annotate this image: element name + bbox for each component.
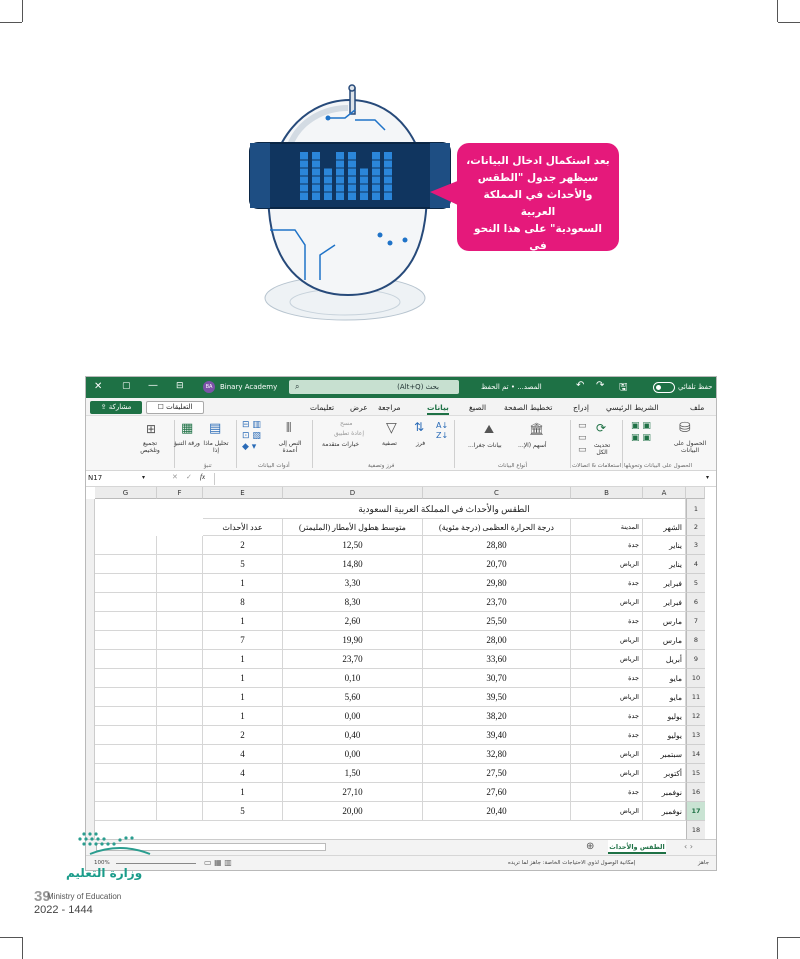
- group-get-transform: الحصول على البيانات وتحويلها: [624, 463, 693, 469]
- add-sheet-icon[interactable]: ⊕: [586, 841, 595, 852]
- table-cell-city[interactable]: جدة: [571, 574, 643, 593]
- tab-file[interactable]: ملف: [690, 403, 705, 412]
- crop-mark: [22, 0, 23, 22]
- table-cell-city[interactable]: جدة: [571, 783, 643, 802]
- table-cell-month[interactable]: سبتمبر: [643, 745, 686, 764]
- name-box[interactable]: N17: [88, 474, 103, 482]
- row-header[interactable]: 11: [686, 688, 705, 707]
- tab-review[interactable]: مراجعة: [378, 403, 401, 412]
- zoom-level[interactable]: 100%: [94, 860, 110, 866]
- empty-cell[interactable]: [157, 745, 203, 764]
- what-if-button[interactable]: تحليل ماذا إذا: [203, 440, 229, 454]
- expand-formula-icon[interactable]: ▾: [706, 474, 710, 481]
- group-separator: [236, 420, 237, 468]
- geography-button[interactable]: بيانات جغرا...: [468, 442, 502, 449]
- crop-mark: [778, 22, 800, 23]
- tab-home[interactable]: الشريط الرئيسي: [606, 403, 659, 412]
- formula-bar: [86, 471, 716, 487]
- table-cell-temp[interactable]: 20,70: [423, 555, 571, 574]
- ribbon-tabs: [86, 398, 716, 416]
- queries-icons: ▭ ▭ ▭: [578, 421, 587, 455]
- table-cell-events[interactable]: 1: [203, 707, 283, 726]
- empty-cell[interactable]: [95, 688, 157, 707]
- header-rain[interactable]: متوسط هطول الأمطار (المليمتر): [283, 519, 423, 536]
- table-cell-events[interactable]: 1: [203, 688, 283, 707]
- table-cell-month[interactable]: أكتوبر: [643, 764, 686, 783]
- table-cell-city[interactable]: جدة: [571, 707, 643, 726]
- crop-mark: [0, 22, 22, 23]
- vertical-scrollbar[interactable]: [86, 499, 95, 839]
- table-cell-events[interactable]: 1: [203, 669, 283, 688]
- table-cell-rain[interactable]: 1,50: [283, 764, 423, 783]
- table-cell-events[interactable]: 2: [203, 726, 283, 745]
- table-cell-month[interactable]: يناير: [643, 536, 686, 555]
- row-header[interactable]: 16: [686, 783, 705, 802]
- bubble-line: سيظهر جدول "الطقس: [477, 172, 599, 184]
- comments-button[interactable]: التعليقات ☐: [146, 401, 204, 414]
- get-data-button[interactable]: الحصول على البيانات: [673, 440, 707, 454]
- table-cell-city[interactable]: الرياض: [571, 745, 643, 764]
- bubble-line: ورقة الإكسل.: [502, 257, 574, 269]
- row-header[interactable]: 1: [686, 499, 705, 519]
- table-cell-temp[interactable]: 39,50: [423, 688, 571, 707]
- table-cell-events[interactable]: 1: [203, 783, 283, 802]
- table-cell-temp[interactable]: 39,40: [423, 726, 571, 745]
- status-bar: [86, 855, 716, 871]
- table-cell-events[interactable]: 7: [203, 631, 283, 650]
- table-cell-rain[interactable]: 0,40: [283, 726, 423, 745]
- text-to-columns-icon: ⫴: [286, 421, 292, 436]
- empty-cell[interactable]: [157, 536, 203, 555]
- table-cell-rain[interactable]: 8,30: [283, 593, 423, 612]
- empty-cell[interactable]: [95, 802, 157, 821]
- header-month[interactable]: الشهر: [643, 519, 686, 536]
- table-cell-city[interactable]: الرياض: [571, 593, 643, 612]
- group-separator: [570, 420, 571, 468]
- row-header[interactable]: 10: [686, 669, 705, 688]
- avatar[interactable]: BA: [203, 381, 215, 393]
- table-cell-city[interactable]: جدة: [571, 669, 643, 688]
- row-header[interactable]: 9: [686, 650, 705, 669]
- stocks-icon: 🏛: [529, 422, 545, 436]
- tab-data[interactable]: بيانات: [427, 403, 449, 415]
- table-cell-month[interactable]: فبراير: [643, 593, 686, 612]
- empty-cell[interactable]: [157, 555, 203, 574]
- table-cell-city[interactable]: الرياض: [571, 631, 643, 650]
- table-cell-city[interactable]: الرياض: [571, 802, 643, 821]
- sheet-nav-icon[interactable]: ‹ ›: [684, 842, 693, 851]
- table-cell-rain[interactable]: 12,50: [283, 536, 423, 555]
- header-events[interactable]: عدد الأحداث: [203, 519, 283, 536]
- table-cell-temp[interactable]: 23,70: [423, 593, 571, 612]
- empty-cell[interactable]: [95, 650, 157, 669]
- forecast-sheet-button[interactable]: ورقة التنبؤ: [174, 440, 200, 447]
- advanced-button[interactable]: خيارات متقدمة: [322, 441, 360, 448]
- empty-cell[interactable]: [157, 764, 203, 783]
- empty-cell[interactable]: [95, 593, 157, 612]
- table-cell-rain[interactable]: 0,00: [283, 707, 423, 726]
- file-name[interactable]: المصد... • تم الحفظ: [481, 383, 542, 391]
- empty-cell[interactable]: [157, 688, 203, 707]
- table-cell-month[interactable]: فبراير: [643, 574, 686, 593]
- row-header[interactable]: 5: [686, 574, 705, 593]
- group-forecast: تنبؤ: [204, 463, 212, 469]
- table-cell-rain[interactable]: 0,00: [283, 745, 423, 764]
- geography-icon: ⛰: [484, 422, 495, 436]
- group-separator: [622, 420, 623, 468]
- accessibility-status[interactable]: إمكانية الوصول لذوي الاحتياجات الخاصة: جاهز لما تريده: [508, 860, 636, 866]
- namebox-dropdown-icon[interactable]: ▾: [142, 474, 146, 481]
- filter-icon: ▽: [386, 420, 397, 436]
- bubble-line: السعودية" على هذا النحو في: [474, 223, 602, 252]
- empty-cell[interactable]: [157, 726, 203, 745]
- crop-mark: [777, 937, 778, 959]
- sheet-tab[interactable]: الطقس والأحداث: [608, 840, 666, 854]
- bubble-line: والأحداث في المملكة العربية: [483, 189, 593, 218]
- table-cell-events[interactable]: 2: [203, 536, 283, 555]
- clear-button[interactable]: مسح: [340, 420, 353, 427]
- table-cell-rain[interactable]: 0,10: [283, 669, 423, 688]
- column-header-a[interactable]: A: [643, 487, 686, 499]
- tab-help[interactable]: تعليمات: [310, 403, 335, 412]
- column-header-f[interactable]: F: [157, 487, 203, 499]
- table-cell-month[interactable]: يوليو: [643, 707, 686, 726]
- table-cell-rain[interactable]: 3,30: [283, 574, 423, 593]
- row-header[interactable]: 2: [686, 519, 705, 536]
- row-header[interactable]: 14: [686, 745, 705, 764]
- table-cell-temp[interactable]: 38,20: [423, 707, 571, 726]
- save-icon[interactable]: 🖫: [619, 382, 628, 393]
- ministry-name-ar: وزارة التعليم: [66, 866, 143, 880]
- empty-cell[interactable]: [95, 764, 157, 783]
- table-cell-events[interactable]: 1: [203, 650, 283, 669]
- bubble-line: بعد استكمال ادخال البيانات،: [466, 155, 610, 167]
- table-cell-events[interactable]: 1: [203, 612, 283, 631]
- table-cell-city[interactable]: الرياض: [571, 764, 643, 783]
- table-cell-month[interactable]: أبريل: [643, 650, 686, 669]
- row-header[interactable]: 4: [686, 555, 705, 574]
- empty-cell[interactable]: [95, 574, 157, 593]
- table-cell-city[interactable]: الرياض: [571, 650, 643, 669]
- tab-view[interactable]: عرض: [350, 403, 368, 412]
- table-cell-events[interactable]: 1: [203, 574, 283, 593]
- header-max-temp[interactable]: درجة الحرارة العظمى (درجة مئوية): [423, 519, 571, 536]
- table-cell-temp[interactable]: 33,60: [423, 650, 571, 669]
- reapply-button[interactable]: إعادة تطبيق: [334, 430, 365, 437]
- restore-icon[interactable]: ▢: [122, 381, 131, 391]
- crop-mark: [778, 937, 800, 938]
- table-cell-temp[interactable]: 28,80: [423, 536, 571, 555]
- table-cell-city[interactable]: الرياض: [571, 688, 643, 707]
- empty-cell[interactable]: [95, 612, 157, 631]
- table-cell-temp[interactable]: 30,70: [423, 669, 571, 688]
- sort-az-icon: A↓ Z↓: [436, 421, 449, 440]
- table-cell-rain[interactable]: 27,10: [283, 783, 423, 802]
- view-buttons[interactable]: ▭ ▦ ▥: [204, 858, 232, 867]
- table-cell-events[interactable]: 8: [203, 593, 283, 612]
- empty-cell[interactable]: [157, 783, 203, 802]
- group-sort-filter: فرز وتصفية: [368, 463, 395, 469]
- spreadsheet-grid[interactable]: [86, 487, 716, 839]
- speech-bubble: [457, 143, 619, 269]
- table-cell-rain[interactable]: 2,60: [283, 612, 423, 631]
- speech-bubble-tail: [430, 180, 460, 206]
- column-header-b[interactable]: B: [571, 487, 643, 499]
- table-cell-month[interactable]: يناير: [643, 555, 686, 574]
- tab-insert[interactable]: إدراج: [573, 403, 589, 412]
- ribbon: [86, 416, 716, 471]
- empty-cell[interactable]: [95, 536, 157, 555]
- table-cell-rain[interactable]: 14,80: [283, 555, 423, 574]
- empty-cell[interactable]: [157, 707, 203, 726]
- row-header[interactable]: 17: [686, 802, 705, 821]
- table-cell-temp[interactable]: 25,50: [423, 612, 571, 631]
- table-cell-month[interactable]: مايو: [643, 688, 686, 707]
- autosave-toggle[interactable]: [653, 382, 675, 393]
- table-cell-month[interactable]: مايو: [643, 669, 686, 688]
- group-data-types: أنواع البيانات: [498, 463, 528, 469]
- empty-cell[interactable]: [95, 745, 157, 764]
- table-cell-rain[interactable]: 5,60: [283, 688, 423, 707]
- row-header[interactable]: 18: [686, 821, 705, 840]
- account-name[interactable]: Binary Academy: [220, 383, 278, 391]
- row-header[interactable]: 15: [686, 764, 705, 783]
- stocks-button[interactable]: أسهم (الإ...: [518, 442, 547, 449]
- row-header[interactable]: 13: [686, 726, 705, 745]
- empty-cell[interactable]: [95, 555, 157, 574]
- table-cell-temp[interactable]: 27,50: [423, 764, 571, 783]
- undo-icon[interactable]: ↶: [576, 380, 585, 391]
- column-header-g[interactable]: G: [95, 487, 157, 499]
- group-separator: [454, 420, 455, 468]
- table-cell-temp[interactable]: 29,80: [423, 574, 571, 593]
- sort-button[interactable]: فرز: [416, 440, 426, 447]
- table-cell-events[interactable]: 5: [203, 802, 283, 821]
- group-data-tools: أدوات البيانات: [258, 463, 290, 469]
- table-title[interactable]: الطقس والأحداث في المملكة العربية السعودية: [203, 499, 686, 519]
- ready-status: جاهز: [698, 860, 710, 866]
- table-cell-month[interactable]: يوليو: [643, 726, 686, 745]
- empty-cell[interactable]: [157, 802, 203, 821]
- comments-label: التعليقات: [166, 403, 193, 411]
- data-tools-icons: ⊟ ▥ ⊡ ▧ ◆ ▾: [242, 420, 261, 452]
- search-input[interactable]: [289, 380, 459, 394]
- header-city[interactable]: المدينة: [571, 519, 643, 536]
- empty-cell[interactable]: [157, 650, 203, 669]
- table-cell-month[interactable]: نوفمبر: [643, 783, 686, 802]
- formula-input[interactable]: [214, 473, 704, 485]
- forecast-sheet-icon: ▦: [181, 421, 194, 436]
- empty-cell[interactable]: [157, 612, 203, 631]
- table-cell-temp[interactable]: 27,60: [423, 783, 571, 802]
- table-cell-temp[interactable]: 28,00: [423, 631, 571, 650]
- table-cell-month[interactable]: مارس: [643, 631, 686, 650]
- column-header-d[interactable]: D: [283, 487, 423, 499]
- row-header[interactable]: 12: [686, 707, 705, 726]
- empty-cell[interactable]: [95, 669, 157, 688]
- enter-icon[interactable]: ✓: [186, 473, 192, 481]
- function-icon[interactable]: fx: [200, 473, 206, 481]
- get-data-small-icons: ▣ ▣ ▣ ▣: [631, 421, 651, 443]
- empty-cell[interactable]: [157, 631, 203, 650]
- refresh-all-icon: ⟳: [596, 421, 607, 435]
- outline-icon: ⊞: [146, 422, 157, 436]
- sort-icon: ⇅: [414, 420, 425, 434]
- group-separator: [312, 420, 313, 468]
- row-header[interactable]: 7: [686, 612, 705, 631]
- edition-year: 2022 - 1444: [34, 904, 93, 916]
- tab-formulas[interactable]: الصيغ: [469, 403, 487, 412]
- title-bar: [86, 377, 716, 398]
- table-cell-city[interactable]: جدة: [571, 536, 643, 555]
- filter-button[interactable]: تصفية: [382, 440, 397, 447]
- text-to-columns-button[interactable]: النص إلى أعمدة: [278, 440, 302, 454]
- table-cell-rain[interactable]: 23,70: [283, 650, 423, 669]
- tab-page-layout[interactable]: تخطيط الصفحة: [504, 403, 553, 412]
- share-label: مشاركة: [108, 403, 132, 411]
- table-cell-month[interactable]: مارس: [643, 612, 686, 631]
- select-all-corner[interactable]: [686, 487, 705, 499]
- table-cell-month[interactable]: نوفمبر: [643, 802, 686, 821]
- empty-cell[interactable]: [157, 593, 203, 612]
- row-header[interactable]: 6: [686, 593, 705, 612]
- table-cell-city[interactable]: الرياض: [571, 555, 643, 574]
- table-cell-events[interactable]: 4: [203, 745, 283, 764]
- sheet-bar: [86, 839, 716, 855]
- row-header[interactable]: 3: [686, 536, 705, 555]
- crop-mark: [22, 937, 23, 959]
- redo-icon[interactable]: ↷: [596, 380, 605, 391]
- excel-window: [85, 376, 717, 871]
- autosave-label: حفظ تلقائي: [678, 383, 713, 391]
- cancel-icon[interactable]: ✕: [172, 473, 178, 481]
- column-header-e[interactable]: E: [203, 487, 283, 499]
- empty-cell[interactable]: [95, 707, 157, 726]
- table-cell-temp[interactable]: 32,80: [423, 745, 571, 764]
- crop-mark: [777, 0, 778, 22]
- table-cell-city[interactable]: جدة: [571, 612, 643, 631]
- empty-cell[interactable]: [95, 726, 157, 745]
- table-cell-rain[interactable]: 20,00: [283, 802, 423, 821]
- row-header[interactable]: 8: [686, 631, 705, 650]
- table-cell-temp[interactable]: 20,40: [423, 802, 571, 821]
- ministry-name-en: Ministry of Education: [47, 892, 122, 901]
- ribbon-display-icon[interactable]: ⊟: [176, 381, 184, 391]
- table-cell-city[interactable]: جدة: [571, 726, 643, 745]
- crop-mark: [0, 937, 22, 938]
- group-queries: استعلامات & اتصالات: [572, 463, 622, 469]
- minimize-icon[interactable]: —: [148, 380, 158, 391]
- table-cell-rain[interactable]: 19,90: [283, 631, 423, 650]
- close-icon[interactable]: ✕: [94, 381, 103, 392]
- empty-cell[interactable]: [95, 631, 157, 650]
- empty-cell[interactable]: [157, 669, 203, 688]
- get-data-icon: ⛁: [679, 420, 691, 436]
- column-header-c[interactable]: C: [423, 487, 571, 499]
- page-number: 39: [34, 888, 51, 905]
- what-if-icon: ▤: [209, 421, 222, 436]
- share-button[interactable]: مشاركة ⇪: [90, 401, 142, 414]
- empty-cell[interactable]: [157, 574, 203, 593]
- empty-cell[interactable]: [95, 783, 157, 802]
- search-placeholder: بحث (Alt+Q): [397, 383, 439, 391]
- refresh-all-button[interactable]: تحديث الكل: [593, 442, 611, 456]
- table-cell-events[interactable]: 5: [203, 555, 283, 574]
- outline-button[interactable]: تجميع وتلخيص: [140, 440, 160, 454]
- search-icon: ⌕: [295, 382, 300, 391]
- table-cell-events[interactable]: 4: [203, 764, 283, 783]
